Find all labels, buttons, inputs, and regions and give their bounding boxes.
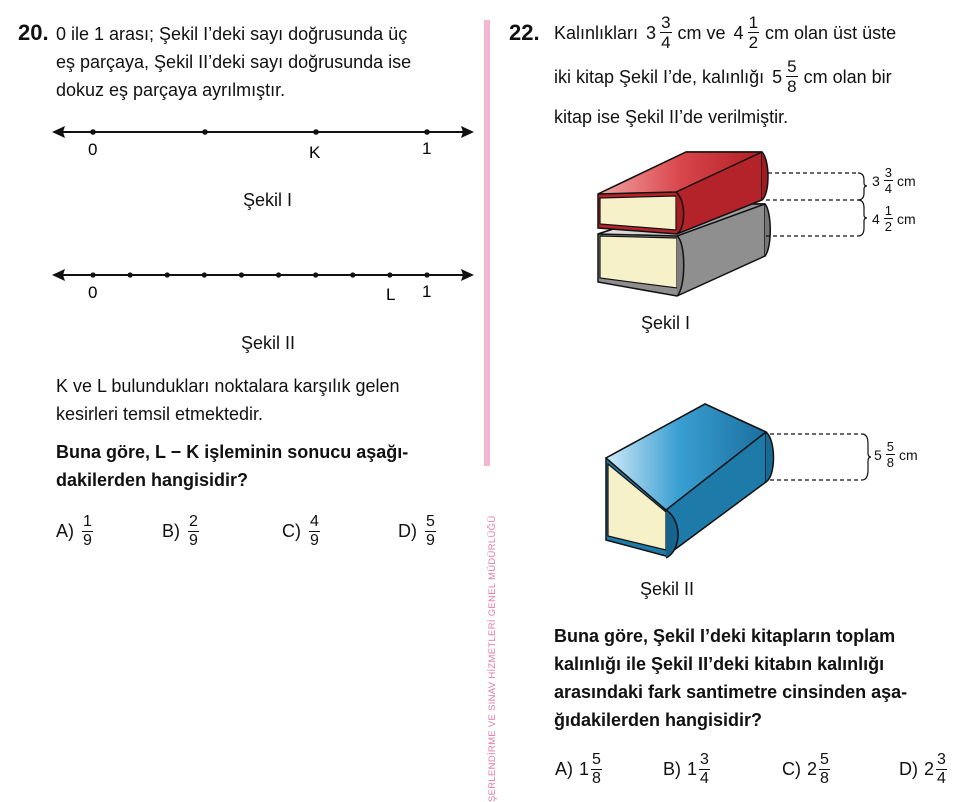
question-22-prompt [554,622,907,734]
option-a[interactable]: A) 1 $\frac{5}{8}$ [555,751,601,787]
fraction: $\frac{4}{9}$ [310,513,319,549]
prompt-line: dakilerden hangisidir? [56,470,249,490]
tick-dot [202,272,207,277]
fraction: $\frac{3}{4}$ [884,165,893,196]
question-20-number: 20. [18,20,49,45]
fraction: $\frac{3}{4}$ [700,751,709,787]
dimension-label-red-book: 3 $\frac{3}{4}$ cm [872,165,916,196]
intro-line: 0 ile 1 arası; Şekil I’deki sayı doğrusunda üç [56,24,408,44]
dimension-label-blue-book: 5 $\frac{5}{8}$ cm [874,439,918,470]
number-line-1 [50,118,480,168]
option-c[interactable]: C) $\frac{4}{9}$ [282,513,319,549]
option-b[interactable]: B) 1 $\frac{3}{4}$ [663,751,709,787]
tick-dot [165,272,170,277]
tick-dot [276,272,281,277]
option-a[interactable]: A) $\frac{1}{9}$ [56,513,92,549]
option-c[interactable]: C) 2 $\frac{5}{8}$ [782,751,829,787]
fraction: $\frac{5}{8}$ [820,751,829,787]
body-line: K ve L bulundukları noktalara karşılık gelen [56,376,400,396]
fraction: $\frac{5}{8}$ [886,439,895,470]
label-one: 1 [422,139,432,158]
question-22-number: 22. [509,20,540,45]
label-l: L [386,285,396,304]
column-divider [484,20,490,466]
option-d[interactable]: D) $\frac{5}{9}$ [398,513,435,549]
question-22-intro-line-2: iki kitap Şekil I’de, kalınlığı 5 $\frac{5}{8}$ cm olan bir [554,57,892,96]
question-22-intro-line-3: kitap ise Şekil II’de verilmiştir. [554,107,789,127]
number-line-2 [50,261,480,311]
intro-line: dokuz eş parçaya ayrılmıştır. [56,80,286,100]
fraction: $\frac{3}{4}$ [937,751,946,787]
tick-dot [128,272,133,277]
fraction: $\frac{3}{4}$ [661,13,671,52]
prompt-line: ğıdakilerden hangisidir? [554,710,763,730]
prompt-line: kalınlığı ile Şekil II’deki kitabın kalınlığı [554,654,885,674]
stacked-books-illustration [590,148,890,300]
fraction: $\frac{5}{9}$ [426,513,435,549]
option-b[interactable]: B) $\frac{2}{9}$ [162,513,198,549]
side-watermark-text: ŞERLENDİRME VE SINAV HİZMETLERİ GENEL MÜDÜRLÜĞÜ [487,515,498,802]
fraction: $\frac{2}{9}$ [189,513,198,549]
question-20-intro [56,20,411,104]
tick-dot [90,272,95,277]
question-22-intro-line-1: Kalınlıkları 3 $\frac{3}{4}$ cm ve 4 $\frac{1}{2}$ cm olan üst üste [554,13,897,52]
figure-2-caption: Şekil II [241,333,296,353]
prompt-line: Buna göre, Şekil I’deki kitapların toplam [554,626,896,646]
tick-dot [350,272,355,277]
blue-book-illustration [600,400,880,568]
prompt-line: arasındaki fark santimetre cinsinden aşa- [554,682,908,702]
label-zero: 0 [88,140,98,159]
figure-1-caption: Şekil I [243,190,293,210]
fraction: $\frac{1}{2}$ [748,13,759,52]
label-zero: 0 [88,283,98,302]
dimension-label-gray-book: 4 $\frac{1}{2}$ cm [872,203,916,234]
tick-dot [313,272,318,277]
figure-2-caption: Şekil II [640,579,695,599]
intro-line: eş parçaya, Şekil II’deki sayı doğrusunda ise [56,52,412,72]
label-one: 1 [422,282,432,301]
option-d[interactable]: D) 2 $\frac{3}{4}$ [899,751,946,787]
question-20-body [56,372,400,428]
fraction: $\frac{1}{2}$ [884,203,893,234]
label-k: K [309,143,321,162]
tick-dot [239,272,244,277]
prompt-line: Buna göre, L − K işleminin sonucu aşağı- [56,442,409,462]
fraction: $\frac{5}{8}$ [787,57,797,96]
fraction: $\frac{1}{9}$ [83,513,92,549]
figure-1-caption: Şekil I [641,313,691,333]
tick-dot [387,272,392,277]
body-line: kesirleri temsil etmektedir. [56,404,264,424]
fraction: $\frac{5}{8}$ [592,751,601,787]
question-20-prompt [56,438,408,494]
tick-dot [424,272,429,277]
